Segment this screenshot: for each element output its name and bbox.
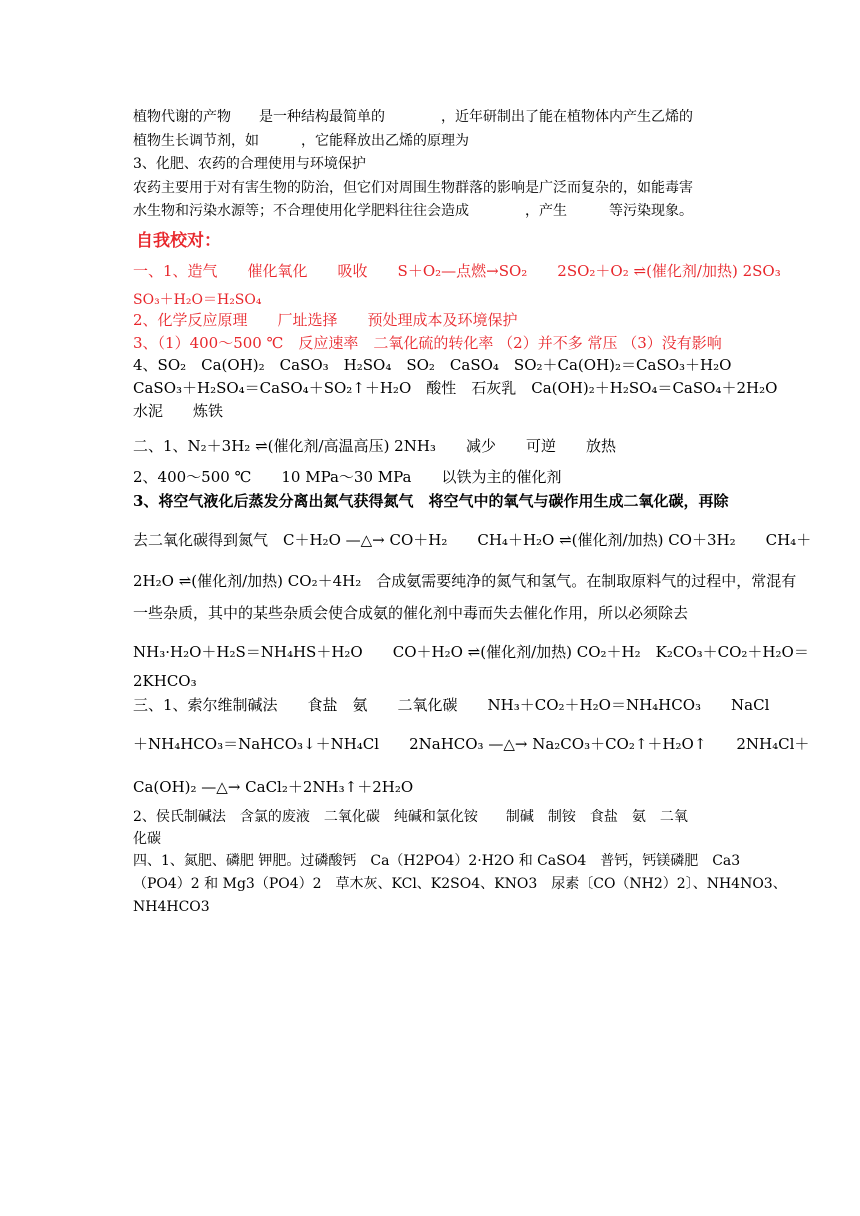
answer-1-line-1: 一、1、造气 催化氧化 吸收 S＋O₂—点燃→SO₂ 2SO₂＋O₂ ⇌(催化剂/加热) 2SO₃ [133,262,781,280]
answer-3-line-2: ＋NH₄HCO₃＝NaHCO₃↓＋NH₄Cl 2NaHCO₃ —△→ Na₂CO₃＋CO₂↑＋H₂O↑ 2NH₄Cl＋ [133,735,810,753]
answer-2-line-1: 二、1、N₂＋3H₂ ⇌(催化剂/高温高压) 2NH₃ 减少 可逆 放热 [133,437,616,455]
answer-4-line-3: NH4HCO3 [133,899,210,915]
answer-1-line-5: 4、SO₂ Ca(OH)₂ CaSO₃ H₂SO₄ SO₂ CaSO₄ SO₂＋Ca(OH)₂＝CaSO₃＋H₂O [133,356,732,374]
answer-3-line-4: 2、侯氏制碱法 含氯的废液 二氧化碳 纯碱和氯化铵 制碱 制铵 食盐 氨 二氧 [133,809,688,825]
answer-4-line-1: 四、1、氮肥、磷肥 钾肥。过磷酸钙 Ca（H2PO4）2·H2O 和 CaSO4 普钙，钙镁磷肥 Ca3 [133,853,741,869]
answer-1-line-7: 水泥 炼铁 [133,402,224,420]
answer-1-line-3: 2、化学反应原理 厂址选择 预处理成本及环境保护 [133,311,518,329]
answer-3-line-3: Ca(OH)₂ —△→ CaCl₂＋2NH₃↑＋2H₂O [133,778,414,796]
answer-3-line-5: 化碳 [133,831,161,847]
answer-4-line-2: （PO4）2 和 Mg3（PO4）2 草木灰、KCl、K2SO4、KNO3 尿素〔CO（NH2）2〕、NH4NO3、 [133,876,787,892]
intro-line-2: 植物生长调节剂，如 ，它能释放出乙烯的原理为 [133,133,469,149]
intro-line-1: 植物代谢的产物 是一种结构最简单的 ，近年研制出了能在植物体内产生乙烯的 [133,109,693,125]
answer-2-line-4: 去二氧化碳得到氮气 C＋H₂O —△→ CO＋H₂ CH₄＋H₂O ⇌(催化剂/加热) CO＋3H₂ CH₄＋ [133,531,812,549]
answer-2-line-7: NH₃·H₂O＋H₂S＝NH₄HS＋H₂O CO＋H₂O ⇌(催化剂/加热) CO₂＋H₂ K₂CO₃＋CO₂＋H₂O＝ [133,643,809,661]
answer-1-line-6: CaSO₃＋H₂SO₄＝CaSO₄＋SO₂↑＋H₂O 酸性 石灰乳 Ca(OH)₂＋H₂SO₄＝CaSO₄＋2H₂O [133,379,778,397]
intro-line-5: 水生物和污染水源等；不合理使用化学肥料往往会造成 ，产生 等污染现象。 [133,203,693,219]
answer-2-line-8: 2KHCO₃ [133,672,197,690]
answer-1-line-2: SO₃＋H₂O＝H₂SO₄ [133,292,262,308]
answer-1-line-4: 3、（1）400～500 ℃ 反应速率 二氧化硫的转化率 （2）并不多 常压 （3）没有影响 [133,334,722,352]
answer-2-line-2: 2、400～500 ℃ 10 MPa～30 MPa 以铁为主的催化剂 [133,468,562,486]
intro-line-4: 农药主要用于对有害生物的防治，但它们对周围生物群落的影响是广泛而复杂的，如能毒害 [133,180,693,196]
answer-2-line-6: 一些杂质，其中的某些杂质会使合成氨的催化剂中毒而失去催化作用，所以必须除去 [133,604,689,622]
intro-line-3: 3、化肥、农药的合理使用与环境保护 [133,156,366,172]
answer-2-line-3: 3、将空气液化后蒸发分离出氮气获得氮气 将空气中的氧气与碳作用生成二氧化碳，再除 [133,492,729,510]
self-check-heading: 自我校对： [136,231,221,251]
answer-2-line-5: 2H₂O ⇌(催化剂/加热) CO₂＋4H₂ 合成氨需要纯净的氮气和氢气。在制取原料气的过程中，常混有 [133,572,797,590]
answer-3-line-1: 三、1、索尔维制碱法 食盐 氨 二氧化碳 NH₃＋CO₂＋H₂O＝NH₄HCO₃ NaCl [133,696,770,714]
